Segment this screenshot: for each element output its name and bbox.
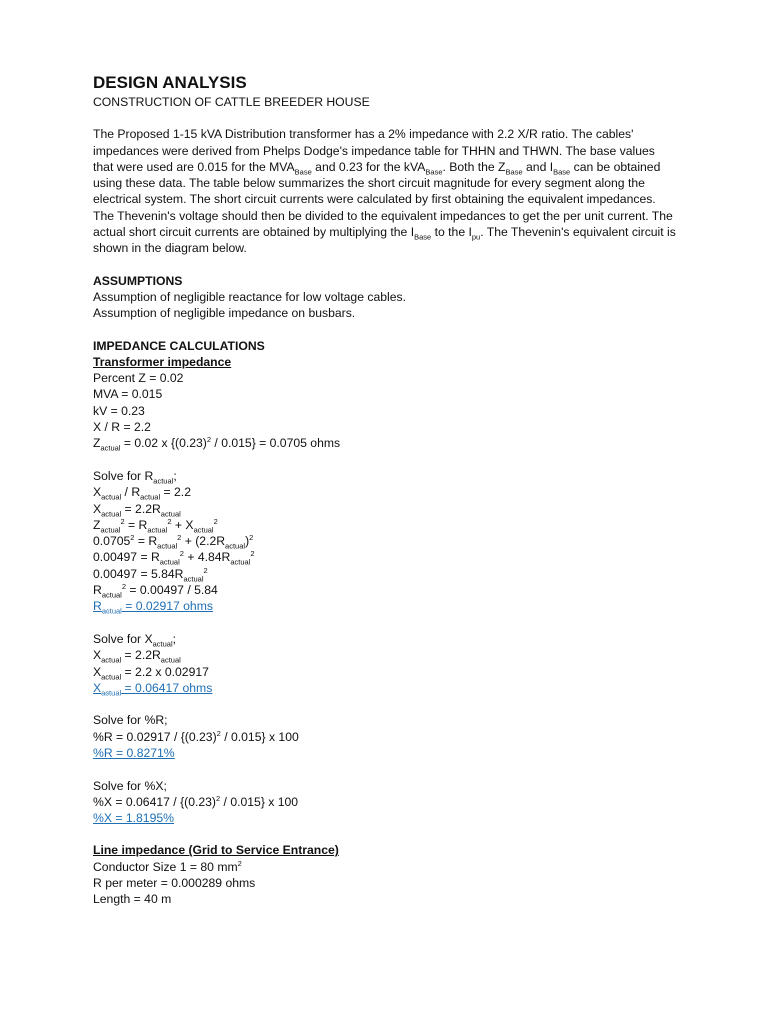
equation-line: $X_{actual} = 2.2R_{actual}$ <box>93 501 181 518</box>
equation-line: $0.0705^2 = R_{actual}^2 + (2.2R_{actual})^2$ <box>93 533 254 551</box>
solve-x-block <box>93 631 678 696</box>
solve-r-block <box>93 468 678 615</box>
assumption-item: Assumption of negligible impedance on busbars. <box>93 306 356 321</box>
percent-r-result: %R = 0.8271% <box>93 745 175 760</box>
equation-line: $0.00497 = R_{actual}^2 + 4.84R_{actual}^2$ <box>93 549 255 567</box>
given-value: X / R = 2.2 <box>93 420 151 435</box>
solve-r-label: Solve for $R_{actual}$; <box>93 468 177 486</box>
r-actual-result: $R_{actual} = 0.02917$ ohms <box>93 599 213 616</box>
equation-line: $Z_{actual}^2 = R_{actual}^2 + X_{actual}^2$ <box>93 516 218 535</box>
solve-percent-x-label: Solve for %X; <box>93 778 167 793</box>
document-subtitle: CONSTRUCTION OF CATTLE BREEDER HOUSE <box>93 95 370 109</box>
given-value: Percent Z = 0.02 <box>93 371 184 386</box>
document-body <box>93 72 678 908</box>
transformer-impedance-heading: Transformer impedance <box>93 354 232 369</box>
r-per-meter: R per meter = 0.000289 ohms <box>93 876 256 891</box>
equation-line: $\%R = 0.02917 / \{(0.23)^2 / 0.015\}$ x 100 <box>93 728 299 744</box>
given-value: kV = 0.23 <box>93 403 145 418</box>
equation-line: $X_{actual} / R_{actual} = 2.2$ <box>93 485 191 502</box>
solve-percent-r-block <box>93 712 678 761</box>
conductor-size: Conductor Size 1 = 80 $mm^2$ <box>93 858 242 874</box>
assumption-item: Assumption of negligible reactance for low voltage cables. <box>93 289 406 304</box>
solve-percent-r-label: Solve for %R; <box>93 713 168 728</box>
given-value: MVA = 0.015 <box>93 387 163 402</box>
impedance-section <box>93 338 678 827</box>
equation-line: $X_{actual} = 2.2R_{actual}$ <box>93 648 181 665</box>
x-actual-result: $X_{actual} = 0.06417$ ohms <box>93 680 213 698</box>
equation-line: $X_{actual} = 2.2$ x 0.02917 <box>93 664 209 681</box>
equation-line: $R_{actual}^2 = 0.00497 / 5.84$ <box>93 581 218 600</box>
percent-x-result: %X = 1.8195% <box>93 811 174 826</box>
line-impedance-heading: Line impedance (Grid to Service Entrance) <box>93 843 339 858</box>
document-title: DESIGN ANALYSIS <box>93 73 247 92</box>
equation-line: $\%X = 0.06417 / \{(0.23)^2 / 0.015\}$ x 100 <box>93 793 299 809</box>
impedance-heading: IMPEDANCE CALCULATIONS <box>93 338 265 353</box>
line-impedance-section <box>93 842 678 907</box>
equation-line: $0.00497 = 5.84R_{actual}^2$ <box>93 565 208 584</box>
line-length: Length = 40 m <box>93 892 172 907</box>
intro-paragraph: The Proposed 1-15 kVA Distribution transformer has a 2% impedance with 2.2 X/R ratio. The cables' impedances were derived from Phelps Dodge's impedance table for THHN and THWN. The base values that were used are 0.015 for the $MVA_{Base}$ and 0.23 for the kVA$_{Base}$. Both the $Z_{Base}$ and $I_{Base}$ can be obtained using these data. The table below summarizes the short circuit magnitude for every segment along the electrical system. The short circuit currents were calculated by first obtaining the equivalent impedances. The Thevenin's voltage should then be divided to the equivalent impedances to get the per unit current. The actual short circuit currents are obtained by multiplying the $I_{Base}$ to the $I_{pu}$. The Thevenin's equivalent circuit is shown in the diagram below. <box>93 127 676 256</box>
z-actual-equation: $Z_{actual} = 0.02$ x $\{(0.23)^2 / 0.015\} = 0.0705$ ohms <box>93 435 341 453</box>
assumptions-section <box>93 273 678 322</box>
solve-x-label: Solve for $X_{actual}$; <box>93 631 177 649</box>
assumptions-heading: ASSUMPTIONS <box>93 273 183 288</box>
solve-percent-x-block <box>93 778 678 827</box>
